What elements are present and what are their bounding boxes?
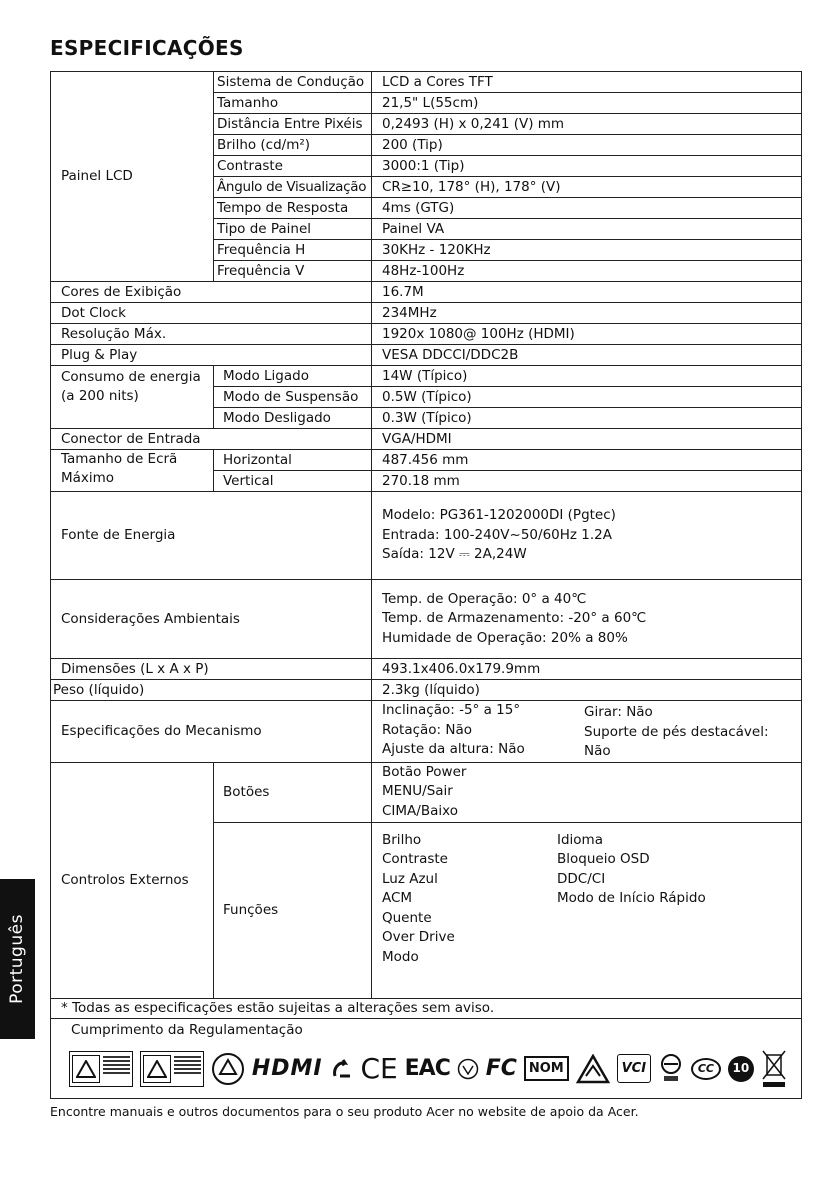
ce-logo: CE [360,1052,398,1085]
tamanho-ecra-label [51,450,214,492]
recycle-icon [330,1057,354,1081]
spec-key: Dot Clock [51,303,372,324]
ambiente-line: Humidade de Operação: 20% a 80% [382,629,628,646]
spec-key: Resolução Máx. [51,324,372,345]
cert-logos [61,1040,797,1098]
footer-note: Encontre manuais e outros documentos para o seu produto Acer no website de apoio da Acer. [50,1104,639,1119]
funcao-item: Contraste [382,851,448,867]
spec-value: 270.18 mm [372,471,802,492]
consumo-label-line2: (a 200 nits) [61,388,139,404]
tuv-cert-icon-2 [140,1051,204,1087]
regulamentacao-label: Cumprimento da Regulamentação [71,1021,303,1038]
tuv-cert-icon [69,1051,133,1087]
vci-logo: VCI [617,1054,651,1083]
botao-item: CIMA/Baixo [382,802,458,819]
funcao-item: Quente [382,909,432,926]
epup-10-icon: 10 [728,1056,754,1082]
spec-value [372,701,802,763]
spec-key: Modo Ligado [214,366,372,387]
spec-key: Ângulo de Visualização [214,177,372,198]
spec-value: VESA DDCCI/DDC2B [372,345,802,366]
consumo-label [51,366,214,429]
funcao-item: Over Drive [382,929,455,945]
botao-item: MENU/Sair [382,783,453,800]
spec-value [372,492,802,580]
spec-value: 0,2493 (H) x 0,241 (V) mm [372,114,802,135]
language-tab [0,879,35,1039]
funcao-item: Brilho [382,831,422,848]
spec-value: 4ms (GTG) [372,198,802,219]
spec-key: Distância Entre Pixéis [214,114,372,135]
funcao-item: Bloqueio OSD [557,851,650,867]
lead-free-icon [457,1058,479,1080]
funcao-item: Luz Azul [382,870,438,887]
spec-value [372,580,802,659]
mecanismo-line: Inclinação: -5° a 15° [382,702,521,718]
funcao-item: Modo [382,948,419,965]
spec-value: VGA/HDMI [372,429,802,450]
spec-key: Modo Desligado [214,408,372,429]
tamanho-ecra-line1: Tamanho de Ecrã [61,451,178,467]
rohs-icon [658,1054,684,1084]
mecanismo-line: Ajuste da altura: Não [382,741,525,757]
spec-key: Tamanho [214,93,372,114]
funcao-item: ACM [382,890,413,906]
spec-key: Considerações Ambientais [51,580,372,659]
painel-label: Painel LCD [51,72,214,282]
spec-value: Painel VA [372,219,802,240]
spec-key: Plug & Play [51,345,372,366]
mecanismo-line: Rotação: Não [382,721,473,738]
botao-item: Botão Power [382,763,467,780]
spec-key: Sistema de Condução [214,72,372,93]
spec-key: Contraste [214,156,372,177]
tuv-circle-icon [211,1052,245,1086]
spec-key: Dimensões (L x A x P) [51,659,372,680]
funcao-item: DDC/CI [557,870,606,887]
spec-key: Cores de Exibição [51,282,372,303]
spec-value: 30KHz - 120KHz [372,240,802,261]
mecanismo-line: Suporte de pés destacável: Não [584,723,769,759]
eac-logo: EAC [404,1056,450,1081]
funcao-item: Idioma [557,831,603,848]
spec-key: Fonte de Energia [51,492,372,580]
tamanho-ecra-line2: Máximo [61,470,115,486]
cc-logo: CC [691,1058,721,1080]
spec-key: Especificações do Mecanismo [51,701,372,763]
spec-key: Modo de Suspensão [214,387,372,408]
spec-key: Peso (líquido) [51,680,372,701]
spec-key: Vertical [214,471,372,492]
funcoes-list [372,822,802,998]
botoes-label: Botões [214,762,372,822]
spec-key: Brilho (cd/m²) [214,135,372,156]
spec-value: 21,5" L(55cm) [372,93,802,114]
spec-value: 48Hz-100Hz [372,261,802,282]
spec-key: Conector de Entrada [51,429,372,450]
funcoes-label: Funções [214,822,372,998]
fonte-line: Saída: 12V ⎓ 2A,24W [382,546,527,563]
page-title: ESPECIFICAÇÕES [50,36,244,60]
spec-key: Horizontal [214,450,372,471]
spec-value: 0.5W (Típico) [372,387,802,408]
ambiente-line: Temp. de Armazenamento: -20° a 60℃ [382,610,647,627]
spec-value: 3000:1 (Tip) [372,156,802,177]
spec-value: LCD a Cores TFT [372,72,802,93]
spec-key: Frequência V [214,261,372,282]
spec-key: Frequência H [214,240,372,261]
language-tab-label: Português [7,914,27,1004]
spec-value: 487.456 mm [372,450,802,471]
spec-value: 1920x 1080@ 100Hz (HDMI) [372,324,802,345]
spec-value: 0.3W (Típico) [372,408,802,429]
spec-key: Controlos Externos [51,762,214,998]
spec-value: 493.1x406.0x179.9mm [372,659,802,680]
spec-key: Tipo de Painel [214,219,372,240]
spec-table [50,71,802,1099]
ambiente-line: Temp. de Operação: 0° a 40℃ [382,590,587,607]
spec-value: 200 (Tip) [372,135,802,156]
botoes-list [372,762,802,822]
fonte-line: Entrada: 100-240V~50/60Hz 1.2A [382,526,612,543]
hdmi-logo: HDMI [251,1056,323,1081]
consumo-label-line1: Consumo de energia [61,369,201,385]
spec-key: Tempo de Resposta [214,198,372,219]
funcao-item: Modo de Início Rápido [557,890,706,906]
fonte-line: Modelo: PG361-1202000DI (Pgtec) [382,507,616,524]
spec-value: 14W (Típico) [372,366,802,387]
fcc-logo: FC [485,1056,517,1081]
spec-value: 16.7M [372,282,802,303]
spec-value: CR≥10, 178° (H), 178° (V) [372,177,802,198]
spec-value: 2.3kg (líquido) [372,680,802,701]
regulamentacao-cell [51,1018,802,1098]
nom-logo: NOM [524,1056,569,1081]
spec-value: 234MHz [372,303,802,324]
weee-bin-icon [761,1049,787,1089]
rcm-icon [576,1054,610,1084]
mecanismo-line: Girar: Não [584,704,653,720]
aviso-text: * Todas as especificações estão sujeitas a alterações sem aviso. [51,998,802,1018]
